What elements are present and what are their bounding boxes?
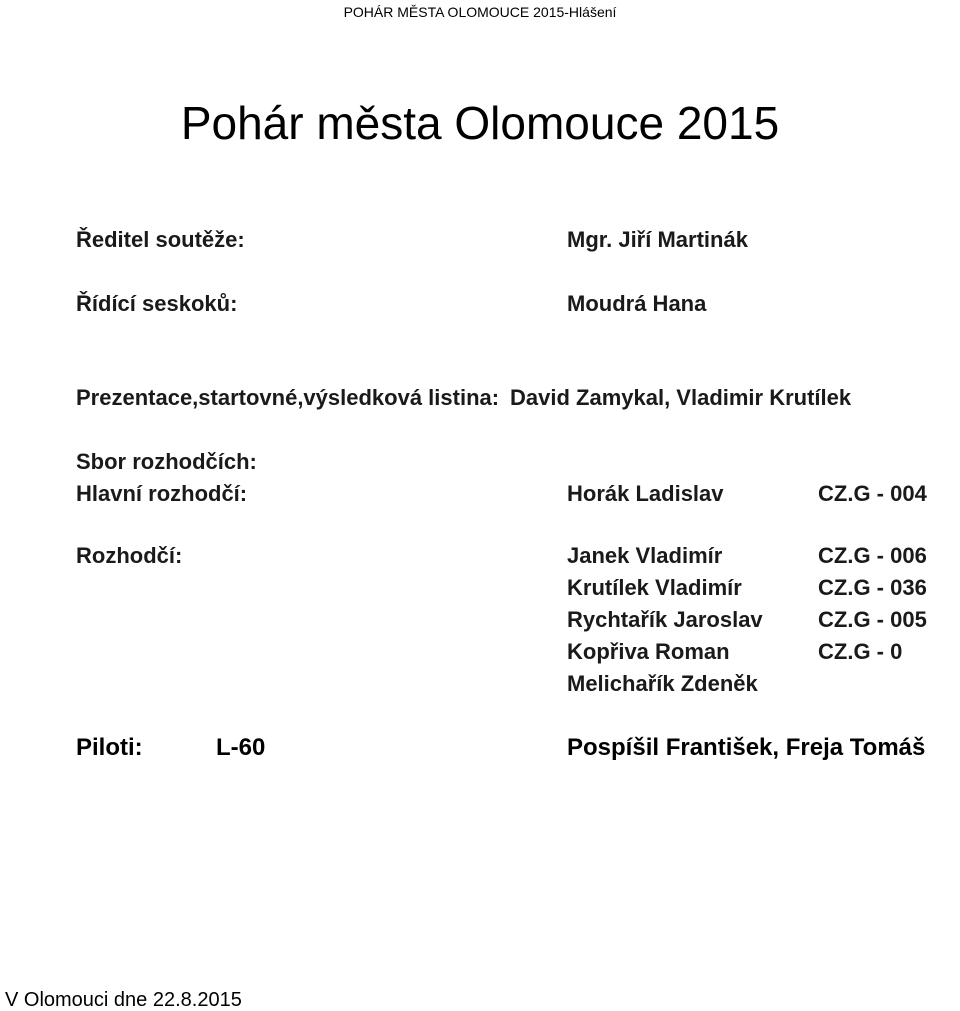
running-header: POHÁR MĚSTA OLOMOUCE 2015-Hlášení xyxy=(343,4,617,20)
aircraft-type: L-60 xyxy=(216,734,266,761)
chief-judge-name: Horák Ladislav xyxy=(567,481,724,506)
place-date: V Olomouci dne 22.8.2015 xyxy=(5,989,242,1011)
judge-name: Melichařík Zdeněk xyxy=(567,671,758,696)
judges-label: Rozhodčí: xyxy=(76,543,183,568)
page-title: Pohár města Olomouce 2015 xyxy=(180,97,780,149)
judge-license: CZ.G - 006 xyxy=(818,543,927,568)
chief-judge-license: CZ.G - 004 xyxy=(818,481,927,506)
judge-name: Rychtařík Jaroslav xyxy=(567,607,763,632)
judges-section-label: Sbor rozhodčích: xyxy=(76,449,257,474)
judge-license: CZ.G - 005 xyxy=(818,607,927,632)
pilot-names: Pospíšil František, Freja Tomáš xyxy=(567,734,926,761)
judge-license: CZ.G - 0 xyxy=(818,639,903,664)
judge-name: Kopřiva Roman xyxy=(567,639,730,664)
judge-license: CZ.G - 036 xyxy=(818,575,927,600)
director-label: Ředitel soutěže: xyxy=(76,227,245,252)
registration-label: Prezentace,startovné,výsledková listina: xyxy=(76,385,500,410)
judge-name: Krutílek Vladimír xyxy=(567,575,742,600)
registration-names: David Zamykal, Vladimir Krutílek xyxy=(510,385,852,410)
chief-judge-label: Hlavní rozhodčí: xyxy=(76,481,248,506)
pilots-label: Piloti: xyxy=(76,734,143,761)
jump-master-label: Řídící seskoků: xyxy=(76,291,238,316)
judge-name: Janek Vladimír xyxy=(567,543,723,568)
director-name: Mgr. Jiří Martinák xyxy=(567,227,748,252)
jump-master-name: Moudrá Hana xyxy=(567,291,707,316)
